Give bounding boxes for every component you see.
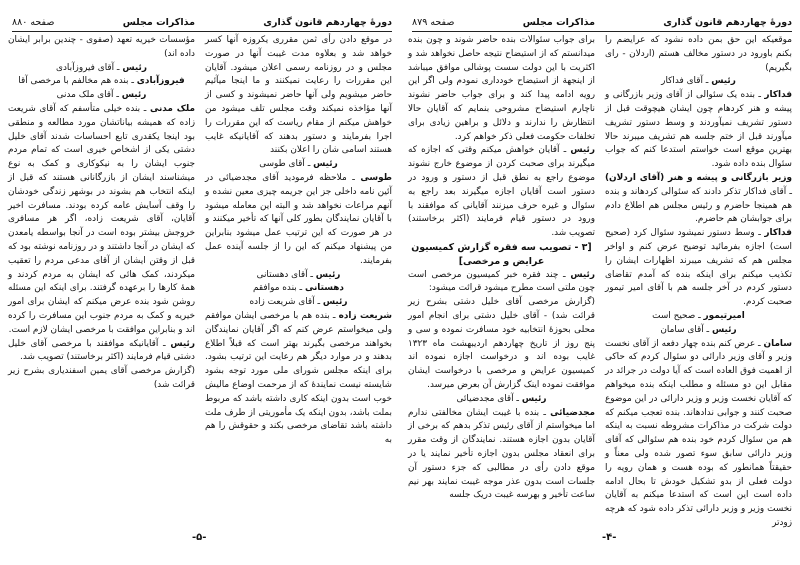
speaker-name: رئیس <box>570 145 595 156</box>
paragraph: فداکار ـ وسط دستور نمیشود سئوال کرد (صحیح است) اجازه بفرمائید توضیح عرض کنم و اواخر مجلس هم که تشریف میبرند اظهارات ایشان را تکذیب میکنم برای اینکه بنده که آمدم تقاضای دستور کردم در آخر جلسه هم با آقای امیر تیمور صحبت کردم. <box>605 228 792 308</box>
paragraph-text: چند فقره خبر کمیسیون مرخصی است چون ملتی است مطرح میشود قرائت میشود: <box>408 269 595 294</box>
paragraph-text: صحیح است <box>652 310 696 321</box>
page-header <box>12 14 392 32</box>
paragraph-text: آقای دهستانی <box>256 269 308 280</box>
speaker-name: شریعت زاده <box>338 310 392 321</box>
speaker-name: ملک مدنی <box>149 103 196 114</box>
speaker-name: سامان <box>763 338 792 349</box>
page-footer-number: -۵- <box>192 532 207 543</box>
page-footer-number: -۴- <box>602 532 617 543</box>
paragraph: سامان ـ عرض کنم بنده چهار دفعه از آقای نخست وزیر و آقای وزیر دارائی دو سئوال کردم که حاکی از اهمیت فوق العاده است که آیا دولت در جرائد در مقابل این دو مسئله و مطلب اینکه بنده میخواهم که آقایان نخست وزیر و وزیر دارائی در این موضوع صحبت کنند و جوابی ندادهاند. بنده تعجب میکنم که دولت شرکت در مذاکرات مشروطه نسبت به اینکه هم من سئوال کردم خود بنده هم سئوالی که آقای وزیر دارائی سابق سوء تصور شده ولی معناً و حقیقتاً همانطور که بوده هست و همان رویه را دولت فعلی از بدو تشکیل خودش تا بحال ادامه داده است این است که استدعا میکنم به آقایان نخست وزیر و وزیر دارائی تذکر داده شود که هرچه زودتر <box>605 338 792 528</box>
speaker-name: رئیس <box>570 269 595 280</box>
paragraph-text: آقای مجدضیائی <box>456 393 514 404</box>
paragraph-text: آقای ملک مدنی <box>56 90 114 101</box>
page-header <box>412 14 792 32</box>
speaker-name: دهستانی <box>304 283 344 294</box>
paragraph: مجدضیائی ـ بنده با غیبت ایشان مخالفتی ندارم اما میخواستم از آقای رئیس تذکر بدهم که برخی از آقایان بدون اجازه هستند. نمایندگان از وقت مقرر برای انعقاد مجلس بدون اجازه تأخیر نمایند یا در موقع دادن رأی در مطالبی که جزء دستور آن جلسات است بدون عذر موجه غیبت نمایند بهر نیم ساعت تأخیر و بهرسه غیبت دریک جلسه <box>408 407 595 501</box>
paragraph: رئیس ـ آقای شریعت زاده <box>249 297 348 308</box>
speaker-name: رئیس <box>170 338 195 349</box>
paragraph: ملک مدنی ـ بنده خیلی متأسفم که آقای شریعت زاده که همیشه بیاناتشان مورد مطالعه و منطقی بود اینجا یکقدری تابع احساسات شدند آقای خلیل دشتی یکی از اشخاص خیری است که تمام مردم جنوب ایشان را به نیکوکاری و کمک به نوع میشناسند ایشان از بازرگانانی هستند که قبل از اینکه انتخاب هم بشوند در بوشهر زندگی خودشان را وقف آسایش عامه کرده بودند. مسافرت اخیر آقایان، آقای شریعت زاده، اگر هر مسافری خروجش بیشتر بوده است در آنجا بواسطه یامعدن که ایشان در آنجا داشتند و در روزنامه نوشته بود که قبل از وقتن ایشان از آقای مدعی مردم را تعقیب میکردند، کمک هائی که ایشان به مردم کردند و همهٔ کارها را برعهده گرفتند. برای اینکه این مسئله روشن شود بنده عرض میکنم که ایشان برای امور خیریه و کمک به مردم جنوب این مسافرت را کرده اند و بنابراین موافقت با مرخصی ایشان لازم است. <box>8 103 196 335</box>
paragraph: وزیر بازرگانی و پیشه و هنر (آقای اردلان) ـ آقای فداکار تذکر دادند که سئوالی کردهاند و بنده هم همینجا حاضرم و رئیس مجلس هم اطلاع دادم برای جوابشان هم حاضرم. <box>605 172 793 225</box>
paragraph-text: آقای فیروزآبادی <box>56 62 115 73</box>
paragraph-text: آقایان خواهش میکنم وقتی که اجازه که میگیرند برای صحبت کردن از موضوع خارج نشوند موضوع راجع به نطق قبل از دستور و ورود در دستور است آقایان اجازه میگیرند بعد راجع به سئوال و غیره حرف میزنند آقایانی که موافقند با ورود در دستور قیام فرمایند (اکثر برخاستند) تصویب شد. <box>408 145 595 239</box>
paragraph: رئیس ـ آقایانیکه موافقند با مرخصی آقای خلیل دشتی قیام فرمایند (اکثر برخاستند) تصویب شد. <box>8 338 195 363</box>
paragraph-text: آقای طوسی <box>259 159 305 170</box>
paragraph-text: آقای فداکار <box>661 76 703 87</box>
paragraph-text: آقای شریعت زاده <box>249 297 315 308</box>
paragraph: فیروزآبادی ـ بنده هم مخالفم با مرخصی آقا <box>18 76 185 87</box>
speaker-name: رئیس <box>313 159 338 170</box>
text-column-left <box>408 34 595 531</box>
paragraph-text: آقای سامان <box>660 324 704 335</box>
paragraph: شریعت زاده ـ بنده هم با مرخصی ایشان موافقم ولی میخواستم عرض کنم که اگر آقایان نمایندگان بخواهند مرخصی بگیرند بهتر است که قبلاً اطلاع بدهند و در موارد دیگر هم رعایت این ترتیب بشود. برای اینکه مجلس شورای ملی مورد توجه بشود شایسته نیست نمایندهٔ که از مرحمت اوضاع مالیش خوب است بدون اینکه کاری داشته باشد که مربوط بملت باشد، بدون اینکه یک مأموریتی از طرف ملت داشته باشد تقاضای مرخصی بکند و حقوقش را هم به <box>205 310 392 446</box>
running-title: مذاکرات مجلس <box>522 17 595 28</box>
text-column-left <box>8 34 195 448</box>
paragraph: رئیس ـ آقای سامان <box>660 324 737 335</box>
speaker-name: مجدضیائی <box>550 407 595 418</box>
paragraph: رئیس ـ آقای طوسی <box>259 159 338 170</box>
speaker-name: فیروزآبادی <box>136 76 185 87</box>
paragraph <box>205 34 392 158</box>
paragraph: رئیس ـ آقایان خواهش میکنم وقتی که اجازه که میگیرند برای صحبت کردن از موضوع خارج نشوند موضوع راجع به نطق قبل از دستور و ورود در دستور است آقایان اجازه میگیرند بعد راجع به سئوال و غیره حرف میزنند آقایانی که موافقند با ورود در دستور قیام فرمایند (اکثر برخاستند) تصویب شد. <box>408 145 595 239</box>
paragraph: فداکار ـ بنده یک سئوالی از آقای وزیر بازرگانی و پیشه و هنر کردهام چون ایشان هیچوقت قبل از دستور تشریف نمیآوردند و وسط دستور تشریف میآورند قبل از ختم جلسه هم تشریف میبرند حالا بهترین موقع است خواستم استدعا کنم که جواب سئوال بنده داده شود. <box>605 90 793 170</box>
speaker-name: وزیر بازرگانی و پیشه و هنر (آقای اردلان) <box>605 172 792 183</box>
paragraph <box>8 34 195 62</box>
speaker-name: امیرتیمور <box>703 310 745 321</box>
paragraph-text: برای جواب سئوالات بنده حاضر شوند و چون بنده میدانستم که از استیضاح نتیجه حاصل نخواهد شد و اکثریت با این دولت سست پوشالی موافق میباشد از اینجهة از استیضاح خودداری نمودم ولی اگر این رویه ادامه پیدا کند و برای جواب حاضر نشوند ناچارم استیضاح مشروحی بنمایم که آقایان حالا انتظارش را ندارند و دلائل و براهین زیادی برای تخلفات حکومت فعلی ذکر خواهم کرد. <box>408 35 595 142</box>
speaker-name: فداکار <box>764 228 792 239</box>
page-880 <box>2 0 398 565</box>
paragraph: رئیس ـ آقای فداکار <box>661 76 736 87</box>
paragraph <box>408 296 595 393</box>
paragraph-text: بنده هم مخالفم با مرخصی آقا <box>18 76 129 87</box>
paragraph: امیرتیمور ـ صحیح است <box>652 310 745 321</box>
paragraph-text: عرض کنم بنده چهار دفعه از آقای نخست وزیر و آقای وزیر دارائی دو سئوال کردم که حاکی از اهمیت فوق العاده است که آیا دولت در جرائد در مقابل این دو مسئله و مطلب اینکه بنده میخواهم که آقایان نخست وزیر و وزیر دارائی در این موضوع صحبت کنند و جوابی ندادهاند. بنده تعجب میکنم که دولت شرکت در مذاکرات مشروطه نسبت به اینکه هم من سئوال کردم خود بنده هم سئوالی که آقای وزیر دارائی سابق سوء تصور شده ولی معناً و حقیقتاً همانطور که بوده هست و همان رویه را دولت فعلی از بدو تشکیل خودش تا بحال ادامه داده است این است که استدعا میکنم به آقایان نخست وزیر و وزیر دارائی تذکر داده شود که هرچه زودتر <box>605 338 792 528</box>
paragraph-text: بنده با غیبت ایشان مخالفتی ندارم اما میخواستم از آقای رئیس تذکر بدهم که برخی از آقایان بدون اجازه هستند. نمایندگان از وقت مقرر برای انعقاد مجلس بدون اجازه تأخیر نمایند یا در موقع دادن رأی در مطالبی که جزء دستور آن جلسات است بدون عذر موجه غیبت نمایند بهر نیم ساعت تأخیر و بهرسه غیبت دریک جلسه <box>408 407 595 501</box>
paragraph: طوسی ـ ملاحظه فرمودید آقای مجدضیائی در آئین نامه داخلی جز این جریمه چیزی معین نشده و آنهم مراعات نخواهد شد و البته این معامله میشود با آقایان نمایندگان بطور کلی آنها که تأخیر میکنند و در هر صورت که این ترتیب عمل میشود بنابراین من پیشنهاد میکنم که این را از جلسه آینده عمل بفرمایند. <box>205 172 392 266</box>
paragraph-text: مؤسسات خیریه تعهد (صفوی - چندین برابر ایشان داده اند) <box>8 35 195 59</box>
paragraph-text: آقایانیکه موافقند با مرخصی آقای خلیل دشتی قیام فرمایند (اکثر برخاستند) تصویب شد. <box>8 338 195 363</box>
running-title: مذاکرات مجلس <box>122 17 195 28</box>
speaker-name: رئیس <box>711 76 736 87</box>
speaker-name: رئیس <box>315 269 341 280</box>
speaker-name: طوسی <box>360 172 392 183</box>
paragraph-text: وسط دستور نمیشود سئوال کرد (صحیح است) اجازه بفرمائید توضیح عرض کنم و اواخر مجلس هم که تشریف میبرند اظهارات ایشان را تکذیب میکنم برای اینکه بنده که آمدم تقاضای دستور کردم در آخر جلسه هم با آقای امیر تیمور صحبت کردم. <box>605 228 792 308</box>
page-number: صفحه ۸۸۰ <box>12 17 55 28</box>
speaker-name: رئیس <box>122 62 147 73</box>
paragraph: رئیس ـ چند فقره خبر کمیسیون مرخصی است چون ملتی است مطرح میشود قرائت میشود: <box>408 269 595 294</box>
paragraph-text: ملاحظه فرمودید آقای مجدضیائی در آئین نامه داخلی جز این جریمه چیزی معین نشده و آنهم مراعات نخواهد شد و البته این معامله میشود با آقایان نمایندگان بطور کلی آنها که تأخیر میکنند و در هر صورت که این ترتیب عمل میشود بنابراین من پیشنهاد میکنم که این را از جلسه آینده عمل بفرمایند. <box>205 172 392 266</box>
page-number: صفحه ۸۷۹ <box>412 17 455 28</box>
paragraph <box>8 365 195 393</box>
paragraph-text: بنده یک سئوالی از آقای وزیر بازرگانی و پیشه و هنر کردهام چون ایشان هیچوقت قبل از دستور تشریف نمیآوردند و وسط دستور تشریف میآورند قبل از ختم جلسه هم تشریف میبرند حالا بهترین موقع است خواستم استدعا کنم که جواب سئوال بنده داده شود. <box>605 90 792 170</box>
paragraph: رئیس ـ آقای دهستانی <box>256 269 341 280</box>
session-title: دورهٔ چهاردهم قانون گذاری <box>263 17 392 28</box>
paragraph-text: موقعیکه این حق بمن داده نشود که عرایضم را بکنم باورود در دستور مخالف هستم (اردلان - رای بگیریم) <box>605 35 792 73</box>
paragraph: دهستانی ـ بنده موافقم <box>253 283 344 294</box>
paragraph: رئیس ـ آقای مجدضیائی <box>456 393 547 404</box>
paragraph: رئیس ـ آقای ملک مدنی <box>56 90 147 101</box>
speaker-name: رئیس <box>521 393 547 404</box>
paragraph <box>605 34 792 75</box>
paragraph-text: بنده خیلی متأسفم که آقای شریعت زاده که همیشه بیاناتشان مورد مطالعه و منطقی بود اینجا یکقدری تابع احساسات شدند آقای خلیل دشتی یکی از اشخاص خیری است که تمام مردم جنوب ایشان را به نیکوکاری و کمک به نوع میشناسند ایشان از بازرگانانی هستند که قبل از اینکه انتخاب هم بشوند در بوشهر زندگی خودشان را وقف آسایش عامه کرده بودند. مسافرت اخیر آقایان، آقای شریعت زاده، اگر هر مسافری خروجش بیشتر بوده است در آنجا بواسطه یامعدن که ایشان در آنجا داشتند و در روزنامه نوشته بود که قبل از وقتن ایشان از آقای مدعی مردم را تعقیب میکردند، کمک هائی که ایشان به مردم کردند و همهٔ کارها را برعهده گرفتند. برای اینکه این مسئله روشن شود بنده عرض میکنم که ایشان برای امور خیریه و کمک به مردم جنوب این مسافرت را کرده اند و بنابراین موافقت با مرخصی ایشان لازم است. <box>8 103 195 335</box>
speaker-name: رئیس <box>322 297 348 308</box>
speaker-name: فداکار <box>764 90 793 101</box>
paragraph-text: (گزارش مرخصی آقای خلیل دشتی بشرح زیر قرائت شد) - آقای خلیل دشتی برای انجام امور محلی بحوزهٔ انتخابیه خود مسافرت نموده و سی و پنج روز از تاریخ چهاردهم اردیبهشت ماه ۱۳۲۳ غایب بوده اند و درخواست اجازه نموده اند کمیسیون عرایض و مرخصی با درخواست ایشان موافقت نموده اینک گزارش آن بعرض میرسد. <box>408 297 595 390</box>
speaker-name: رئیس <box>121 90 147 101</box>
paragraph-text: (گزارش مرخصی آقای یمین اسفندیاری بشرح زیر قرائت شد) <box>8 366 195 390</box>
paragraph-text: بنده موافقم <box>253 283 297 294</box>
paragraph-text: آقای فداکار تذکر دادند که سئوالی کردهاند و بنده هم همینجا حاضرم و رئیس مجلس هم اطلاع دادم برای جوابشان هم حاضرم. <box>605 186 792 225</box>
section-heading: [۳ - تصویب سه فقره گزارش کمیسیون عرایض و مرخصی] <box>411 241 592 267</box>
paragraph-text: در موقع دادن رأی ثمن مقرری یکروزه آنها کسر خواهد شد و بعلاوه مدت غیبت آنها در صورت مجلس و در روزنامه رسمی اعلان میشود. آقایان این مقررات را رعایت نمیکنند و ما اینجا میآئیم حاضر میشویم ولی آنها حاضر نمیشوند و کسی از آنها مؤاخذه نمیکند وقت مجلس تلف میشود من خواهش میکنم از مقام ریاست که این مقررات را اجرا بفرمایند و دستور بدهند که آقایانیکه غایب هستند اسامی شان را اعلان بکنند <box>205 35 392 156</box>
text-column-right <box>205 34 392 448</box>
paragraph: رئیس ـ آقای فیروزآبادی <box>56 62 147 73</box>
session-title: دورهٔ چهاردهم قانون گذاری <box>663 17 792 28</box>
paragraph <box>408 34 595 144</box>
speaker-name: رئیس <box>711 324 737 335</box>
text-column-right <box>605 34 792 531</box>
paragraph-text: بنده هم با مرخصی ایشان موافقم ولی میخواستم عرض کنم که اگر آقایان نمایندگان بخواهند مرخصی بگیرند بهتر است که قبلاً اطلاع بدهند و در موارد دیگر هم رعایت این ترتیب بشود. برای اینکه مجلس شورای ملی مورد توجه بشود شایسته نیست نمایندهٔ که از مرحمت اوضاع مالیش خوب است بدون اینکه کاری داشته باشد که مربوط بملت باشد، بدون اینکه یک مأموریتی از طرف ملت داشته باشد تقاضای مرخصی بکند و حقوقش را هم به <box>205 310 392 446</box>
page-879 <box>402 0 798 565</box>
